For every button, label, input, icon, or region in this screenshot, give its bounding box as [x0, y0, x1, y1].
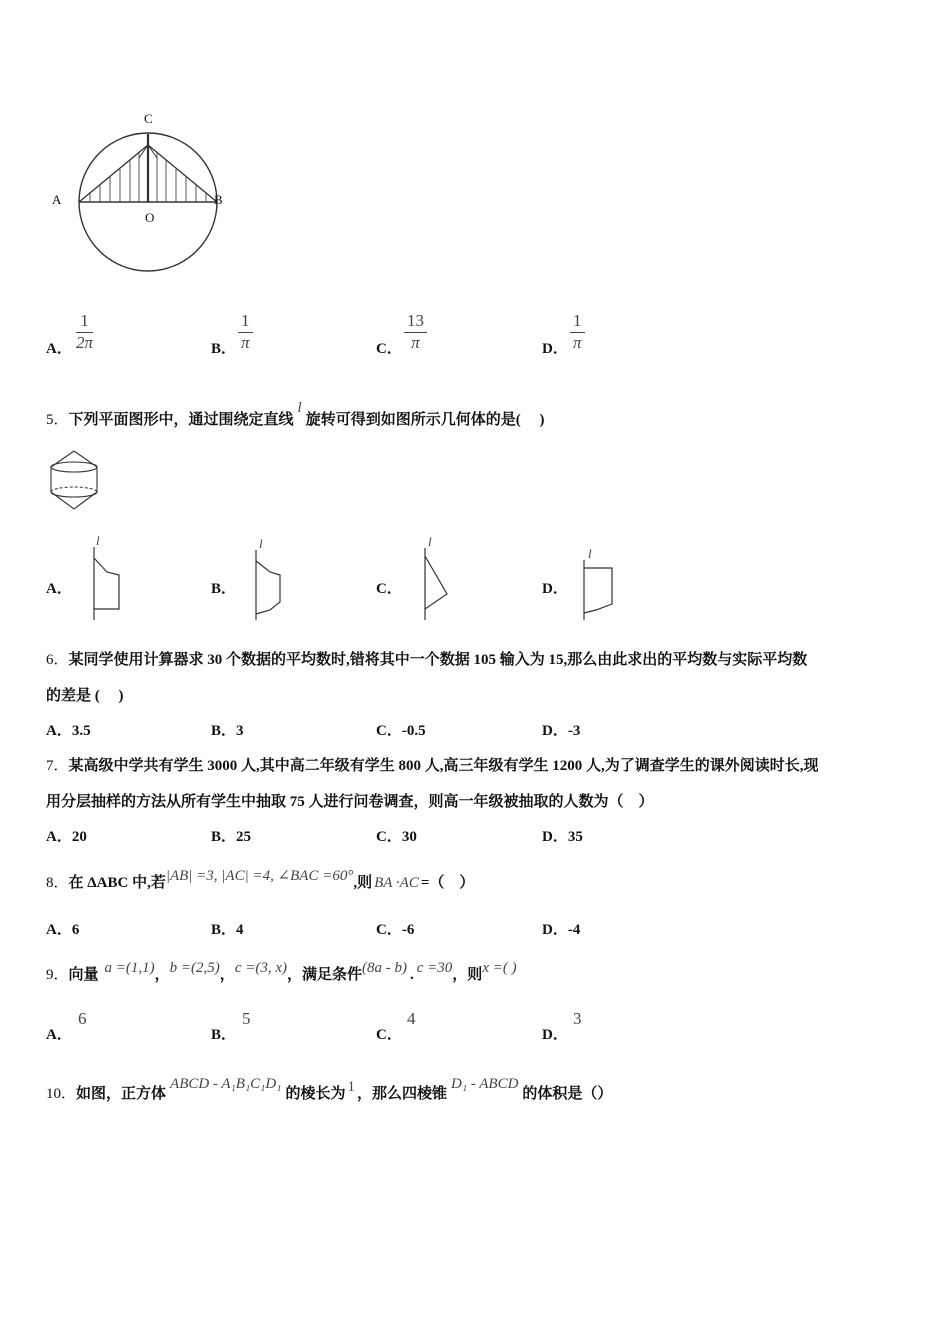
- q7-option-c: C．30: [376, 829, 417, 845]
- q6-option-d: D．-3: [542, 723, 581, 739]
- q7-stem-line2: 用分层抽样的方法从所有学生中抽取 75 人进行问卷调查，则高一年级被抽取的人数为（ ）: [46, 794, 654, 810]
- q5-text-after: 旋转可得到如图所示几何体的是( ): [305, 412, 545, 428]
- q8-option-d: D．-4: [542, 922, 581, 938]
- q10-pyramid: D₁ - ABCD: [450, 1076, 519, 1092]
- q5-option-b: B．: [211, 581, 237, 597]
- q5-option-a: A．: [46, 581, 72, 597]
- q8-text2: ,则: [353, 875, 373, 891]
- q9-option-d: D．: [542, 1027, 568, 1043]
- q10-cube: ABCD - A₁B₁C₁D₁: [170, 1076, 282, 1092]
- q10-stem: [46, 1076, 613, 1103]
- q6-text-line1: 某同学使用计算器求 30 个数据的平均数时,错将其中一个数据 105 输入为 15,那么由此求出的平均数与实际平均数: [68, 652, 808, 668]
- q10-number: 10．: [46, 1086, 77, 1102]
- q9-cond2: c =30: [416, 960, 453, 976]
- q9-number: 9．: [46, 967, 69, 983]
- q7-text-line1: 某高级中学共有学生 3000 人,其中高二年级有学生 800 人,高三年级有学生 1200 人,为了调查学生的课外阅读时长,现: [68, 758, 819, 774]
- q9-option-a-value: 6: [78, 1009, 87, 1028]
- q9-ask: x =( ): [482, 960, 517, 976]
- q8-text1: 在 ΔABC 中,若: [68, 875, 166, 891]
- q9-text1: 向量: [68, 967, 99, 983]
- q10-text4: 的体积是（）: [522, 1086, 613, 1102]
- q5-option-a-axis: l: [96, 533, 100, 548]
- q4-a-den: 2π: [76, 333, 94, 352]
- q9-sep2: ，: [219, 967, 235, 983]
- q5-option-b-axis: l: [259, 536, 263, 551]
- q4-d-num: 1: [573, 311, 582, 330]
- label-c: C: [144, 111, 153, 126]
- q7-option-d: D．35: [542, 829, 583, 845]
- q4-option-a: A．: [46, 341, 72, 357]
- q6-stem-line1: [46, 648, 807, 669]
- q10-edge: 1: [347, 1079, 355, 1095]
- q4-d-den: π: [572, 333, 582, 352]
- q5-number: 5．: [46, 412, 69, 428]
- q10-text1: 如图，正方体: [76, 1086, 167, 1102]
- q9-option-c-value: 4: [407, 1009, 416, 1028]
- q4-c-den: π: [411, 333, 420, 352]
- q8-option-c: C．-6: [376, 922, 415, 938]
- q9-text2: ，满足条件: [287, 967, 363, 983]
- q9-vec-b: b =(2,5): [169, 960, 220, 976]
- q5-axis-symbol: l: [297, 400, 302, 416]
- q7-option-b: B．25: [211, 829, 252, 845]
- q9-text3: ，则: [452, 967, 483, 983]
- q8-text3: =（ ）: [420, 875, 475, 891]
- q8-math2: BA ·AC: [374, 875, 419, 891]
- q9-cond1: (8a - b): [362, 960, 408, 976]
- q8-number: 8．: [46, 875, 69, 891]
- q9-sep1: ，: [154, 967, 170, 983]
- q7-number: 7．: [46, 758, 69, 774]
- q9-option-d-value: 3: [573, 1009, 582, 1028]
- q4-option-b: B．: [211, 341, 237, 357]
- q4-b-den: π: [240, 333, 250, 352]
- q8-stem: [46, 868, 475, 892]
- q9-option-b-value: 5: [242, 1009, 251, 1028]
- q9-dot: .: [410, 967, 414, 983]
- q4-a-num: 1: [80, 311, 89, 330]
- q5-text-before: 下列平面图形中，通过围绕定直线: [68, 412, 294, 428]
- q6-option-a: A．3.5: [46, 723, 91, 739]
- q7-option-a: A．20: [46, 829, 87, 845]
- q5-option-c-axis: l: [428, 534, 432, 549]
- q4-c-num: 13: [407, 311, 424, 330]
- q10-text3: ，那么四棱锥: [356, 1086, 447, 1102]
- q4-b-num: 1: [241, 311, 250, 330]
- label-b: B: [214, 192, 223, 207]
- q5-option-c: C．: [376, 581, 402, 597]
- q8-option-b: B．4: [211, 922, 244, 938]
- label-o: O: [145, 210, 155, 225]
- label-a: A: [52, 192, 62, 207]
- q9-vec-a: a =(1,1): [104, 960, 155, 976]
- q9-vec-c: c =(3, x): [234, 960, 287, 976]
- q6-option-b: B．3: [211, 723, 244, 739]
- q7-stem-line1: [46, 754, 819, 775]
- q9-option-b: B．: [211, 1027, 237, 1043]
- q4-option-d: D．: [542, 341, 568, 357]
- q9-option-c: C．: [376, 1027, 402, 1043]
- q10-text2: 的棱长为: [285, 1086, 346, 1102]
- q4-option-c: C．: [376, 341, 402, 357]
- q9-stem: [46, 960, 517, 984]
- q5-option-d: D．: [542, 581, 568, 597]
- q5-option-d-axis: l: [588, 546, 592, 561]
- q6-stem-line2: 的差是 ( ): [46, 688, 124, 704]
- q8-option-a: A．6: [46, 922, 80, 938]
- q9-option-a: A．: [46, 1027, 72, 1043]
- q8-math1: |AB| =3, |AC| =4, ∠BAC =60°: [165, 868, 354, 884]
- q6-number: 6．: [46, 652, 69, 668]
- q6-option-c: C．-0.5: [376, 723, 426, 739]
